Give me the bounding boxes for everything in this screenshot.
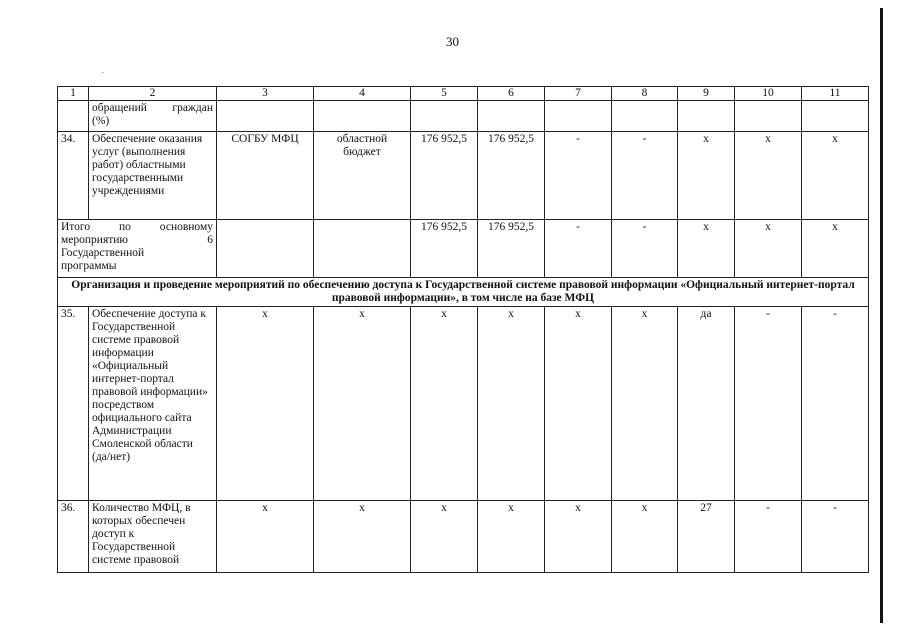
header-cell: 7 xyxy=(545,87,612,101)
table-row-36 xyxy=(58,501,869,573)
cont-word-1: обращений xyxy=(92,102,147,114)
row-number: 34. xyxy=(58,132,89,220)
value-cell: х xyxy=(314,501,411,573)
value-cell: 176 952,5 xyxy=(478,220,545,278)
total-word: Государственной xyxy=(61,247,145,259)
header-cell: 9 xyxy=(678,87,735,101)
value-cell: х xyxy=(735,220,802,278)
value-cell: - xyxy=(735,307,802,501)
header-cell: 11 xyxy=(802,87,869,101)
value-cell: - xyxy=(612,220,678,278)
measure-name: Количество МФЦ, в которых обеспечен доступ к Государственной системе правовой xyxy=(89,501,217,573)
section-heading: Организация и проведение мероприятий по обеспечению доступа к Государственной системе правовой информации «Официальный интернет-портал правовой информации», в том числе на базе МФЦ xyxy=(58,278,869,307)
value-cell: - xyxy=(545,220,612,278)
value-cell: х xyxy=(411,501,478,573)
cont-word-2: граждан xyxy=(172,102,213,114)
value-cell: х xyxy=(545,307,612,501)
value-cell: 176 952,5 xyxy=(478,132,545,220)
value-cell: 27 xyxy=(678,501,735,573)
header-cell: 3 xyxy=(217,87,314,101)
header-cell: 1 xyxy=(58,87,89,101)
value-cell: х xyxy=(545,501,612,573)
value-cell: х xyxy=(217,307,314,501)
value-cell: - xyxy=(802,307,869,501)
value-cell: х xyxy=(411,307,478,501)
value-cell: х xyxy=(802,220,869,278)
total-word: программы xyxy=(61,260,117,272)
table-header-row xyxy=(58,87,869,101)
header-cell: 6 xyxy=(478,87,545,101)
value-cell: - xyxy=(735,501,802,573)
header-cell: 5 xyxy=(411,87,478,101)
value-cell: х xyxy=(478,307,545,501)
value-cell: - xyxy=(612,132,678,220)
value-cell: х xyxy=(314,307,411,501)
page-number: 30 xyxy=(446,34,459,49)
scan-speck xyxy=(102,72,104,73)
value-cell: 176 952,5 xyxy=(411,132,478,220)
value-cell: х xyxy=(612,307,678,501)
value-cell: х xyxy=(678,220,735,278)
value-cell: х xyxy=(802,132,869,220)
row-number: 36. xyxy=(58,501,89,573)
budget-table xyxy=(57,86,869,573)
measure-name: Обеспечение доступа к Государственной системе правовой информации «Официальный интернет-портал правовой информации» посредством официального сайта Администрации Смоленской области (да/нет) xyxy=(89,307,217,501)
funding-source-cell: областной бюджет xyxy=(314,132,411,220)
cont-line-2: (%) xyxy=(92,115,110,127)
value-cell: х xyxy=(612,501,678,573)
table-row-35 xyxy=(58,307,869,501)
table-row-continuation xyxy=(58,101,869,132)
value-cell: х xyxy=(735,132,802,220)
measure-name: Обеспечение оказания услуг (выполнения работ) областными государственными учреждениями xyxy=(89,132,217,220)
table-row-34 xyxy=(58,132,869,220)
continued-text-cell xyxy=(89,101,217,132)
header-cell: 8 xyxy=(612,87,678,101)
header-cell: 4 xyxy=(314,87,411,101)
executor-cell: СОГБУ МФЦ xyxy=(217,132,314,220)
total-word: по xyxy=(119,221,131,233)
value-cell: да xyxy=(678,307,735,501)
row-number: 35. xyxy=(58,307,89,501)
value-cell: х xyxy=(217,501,314,573)
value-cell: - xyxy=(545,132,612,220)
total-word: мероприятию xyxy=(61,234,129,246)
header-cell: 10 xyxy=(735,87,802,101)
total-word: основному xyxy=(159,221,213,233)
header-cell: 2 xyxy=(89,87,217,101)
section-heading-row xyxy=(58,278,869,307)
total-word: 6 xyxy=(207,234,213,246)
total-label-cell xyxy=(58,220,217,278)
value-cell: 176 952,5 xyxy=(411,220,478,278)
table-row-total xyxy=(58,220,869,278)
value-cell: - xyxy=(802,501,869,573)
value-cell: х xyxy=(478,501,545,573)
value-cell: х xyxy=(678,132,735,220)
page-edge-line xyxy=(880,8,883,623)
total-word: Итого xyxy=(61,221,91,233)
